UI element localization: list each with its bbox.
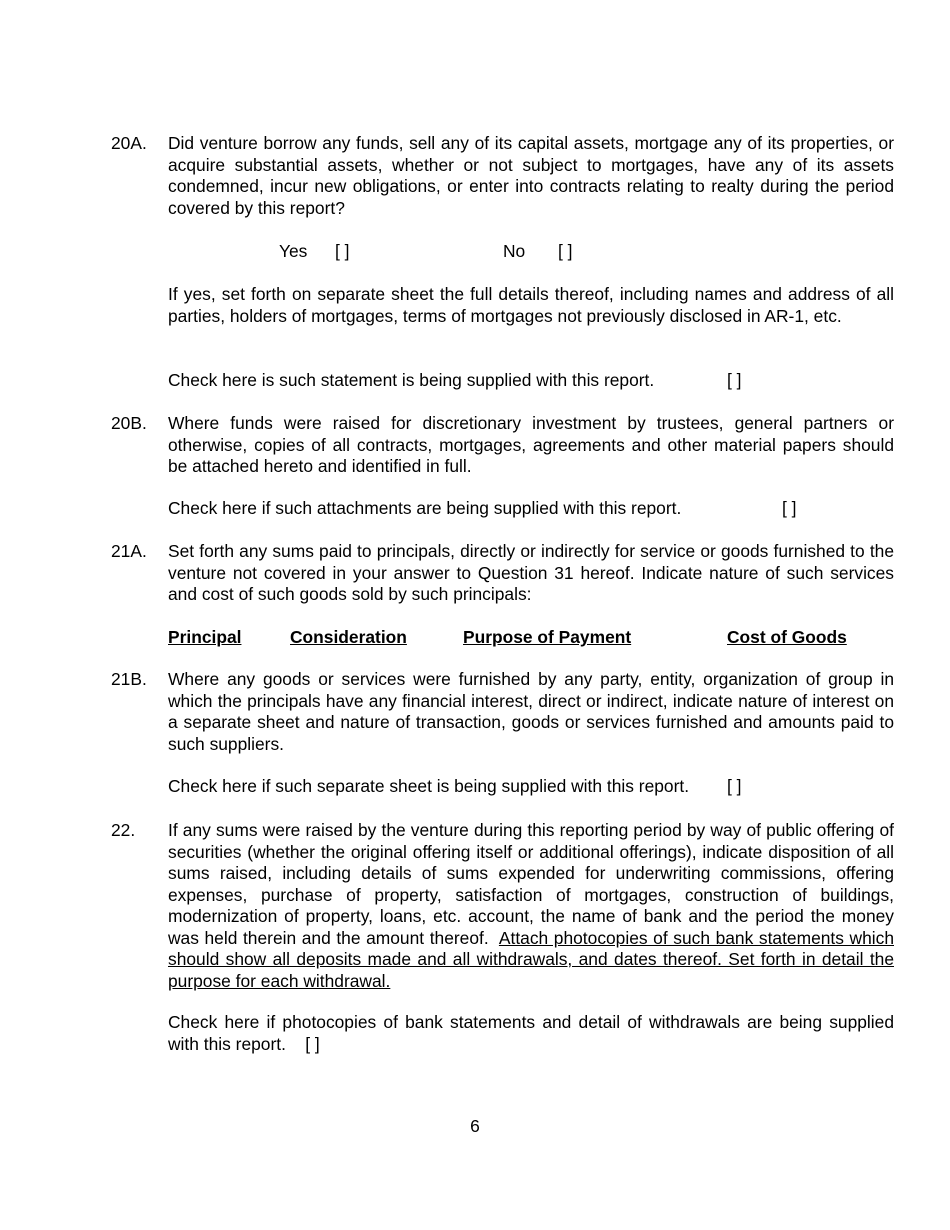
- column-header-purpose-of-payment: Purpose of Payment: [463, 627, 632, 647]
- q22-check-line: [168, 1012, 894, 1055]
- q21a-number: 21A.: [111, 541, 147, 561]
- column-header-consideration: Consideration: [290, 627, 407, 647]
- yes-label: Yes: [279, 241, 308, 261]
- yes-checkbox[interactable]: [ ]: [335, 241, 350, 261]
- q21b-check-text: Check here if such separate sheet is being supplied with this report.: [168, 776, 690, 796]
- no-label: No: [503, 241, 526, 261]
- q22-text: If any sums were raised by the venture during this reporting period by way of public offering of securities (whether the original offering itself or additional offerings), indicate disposition of all sums raised, including details of sums expended for underwriting commissions, offering expenses, purchase of property, satisfaction of mortgages, construction of buildings, modernization of property, loans, etc. account, the name of bank and the period the money was held therein and the amount thereof.: [168, 820, 894, 948]
- q22-paragraph: [168, 820, 894, 992]
- q22-checkbox[interactable]: [ ]: [305, 1033, 320, 1054]
- q21a-text: Set forth any sums paid to principals, directly or indirectly for service or goods furnished to the venture not covered in your answer to Question 31 hereof. Indicate nature of such services and cost of such goods sold by such principals:: [168, 541, 894, 604]
- q21b-text: Where any goods or services were furnished by any party, entity, organization of group in which the principals have any financial interest, direct or indirect, indicate nature of interest on a separate sheet and nature of transaction, goods or services furnished and amounts paid to such suppliers.: [168, 669, 894, 754]
- page-number: 6: [470, 1116, 480, 1136]
- q20a-number: 20A.: [111, 133, 147, 153]
- q22-check-text: Check here if photocopies of bank statements and detail of withdrawals are being supplied with this report.: [168, 1012, 894, 1054]
- q20a-details: If yes, set forth on separate sheet the full details thereof, including names and address of all parties, holders of mortgages, terms of mortgages not previously disclosed in AR-1, etc.: [168, 284, 894, 326]
- q20b-checkbox[interactable]: [ ]: [782, 498, 797, 518]
- column-header-principal: Principal: [168, 627, 242, 647]
- column-header-cost-of-goods: Cost of Goods: [727, 627, 847, 647]
- q20b-text: Where funds were raised for discretionary investment by trustees, general partners or otherwise, copies of all contracts, mortgages, agreements and other material papers should be attached hereto and identified in full.: [168, 413, 894, 476]
- q20b-number: 20B.: [111, 413, 147, 433]
- q20b-check-text: Check here if such attachments are being supplied with this report.: [168, 498, 682, 518]
- q20a-check-text: Check here is such statement is being supplied with this report.: [168, 370, 655, 390]
- q22-attach-instruction: Attach photocopies of such bank statements which should show all deposits made and all withdrawals, and dates thereof. Set forth in detail the purpose for each withdrawal.: [168, 927, 894, 991]
- q21b-number: 21B.: [111, 669, 147, 689]
- no-checkbox[interactable]: [ ]: [558, 241, 573, 261]
- q20a-text: Did venture borrow any funds, sell any of its capital assets, mortgage any of its properties, or acquire substantial assets, whether or not subject to mortgages, have any of its assets condemned, incur new obligations, or enter into contracts relating to realty during the period covered by this report?: [168, 133, 894, 218]
- q20a-checkbox[interactable]: [ ]: [727, 370, 742, 390]
- q21b-checkbox[interactable]: [ ]: [727, 776, 742, 796]
- q22-number: 22.: [111, 820, 136, 840]
